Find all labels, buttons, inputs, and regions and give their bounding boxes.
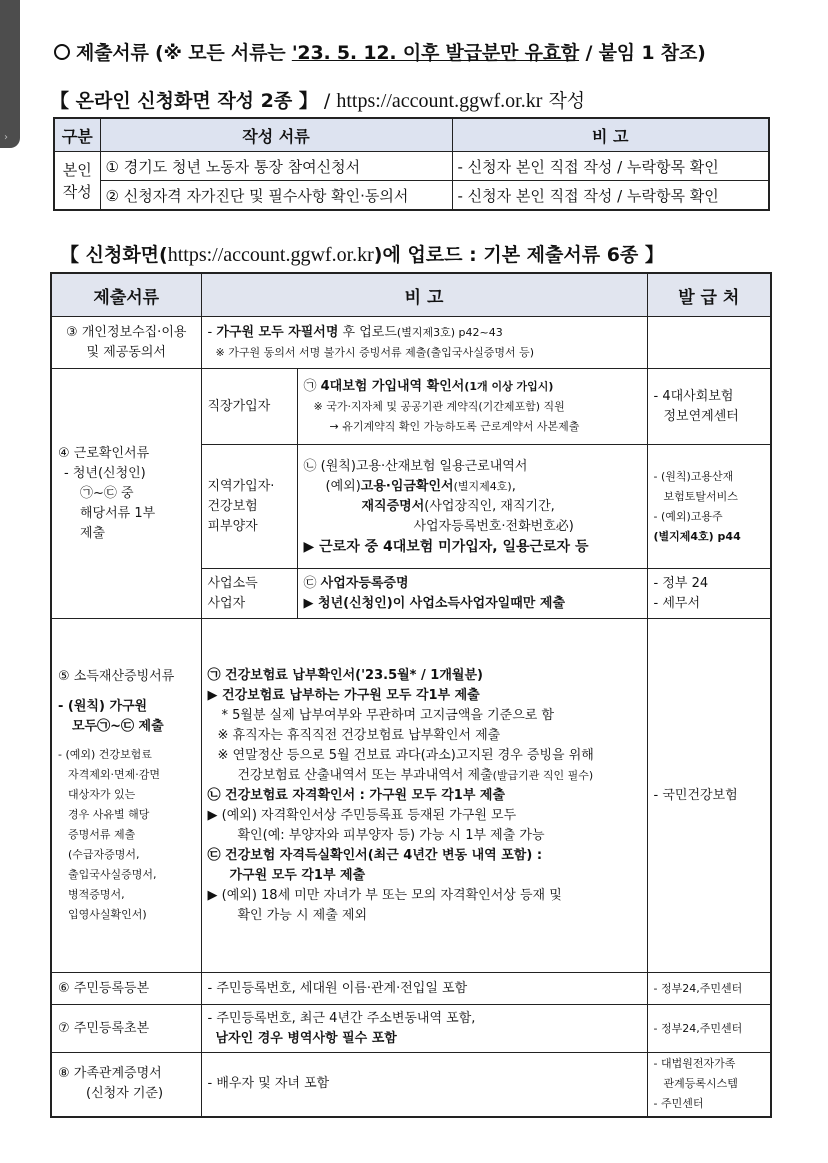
family-relation-issuer: - 대법원전자가족 관계등록시스템 - 주민센터 bbox=[647, 1053, 771, 1117]
submission-docs-heading: 제출서류 (※ 모든 서류는 '23. 5. 12. 이후 발급분만 유효함 / 붙임 1 참조) bbox=[54, 38, 706, 65]
employee-insured-label: 직장가입자 bbox=[201, 369, 297, 445]
employee-insured-note: ㉠ 4대보험 가입내역 확인서(1개 이상 가입시) ※ 국가·지자체 및 공공기관 계약직(기간제포함) 직원 → 유기계약직 확인 가능하도록 근로계약서 사본제출 bbox=[297, 369, 647, 445]
table1-header-category: 구분 bbox=[54, 118, 100, 152]
family-relation-note: - 배우자 및 자녀 포함 bbox=[201, 1053, 647, 1117]
side-panel-tab[interactable] bbox=[0, 0, 20, 148]
table1-header-notes: 비 고 bbox=[452, 118, 769, 152]
table1-row-doc: ② 신청자격 자가진단 및 필수사항 확인·동의서 bbox=[100, 181, 452, 211]
account-url-link[interactable]: https://account.ggwf.or.kr bbox=[167, 244, 374, 266]
upload-docs-heading: 【 신청화면(https://account.ggwf.or.kr)에 업로드 : 기본 제출서류 6종 】 bbox=[60, 244, 664, 266]
account-url-link[interactable]: https://account.ggwf.or.kr bbox=[336, 90, 543, 112]
business-income-note: ㉢ 사업자등록증명 ▶ 청년(신청인)이 사업소득사업자일때만 제출 bbox=[297, 569, 647, 619]
table2-header-issuer: 발 급 처 bbox=[647, 273, 771, 317]
online-form-table bbox=[53, 117, 770, 211]
resident-abstract-note: - 주민등록번호, 최근 4년간 주소변동내역 포함, 남자인 경우 병역사항 필수 포함 bbox=[201, 1005, 647, 1053]
employee-insured-issuer: - 4대사회보험 정보연계센터 bbox=[647, 369, 771, 445]
doc-consent-form: ③ 개인정보수집·이용 및 제공동의서 bbox=[51, 317, 201, 369]
regional-insured-issuer: - (원칙)고용산재 보험토탈서비스 - (예외)고용주 (별지제4호) p44 bbox=[647, 445, 771, 569]
online-form-heading: 【 온라인 신청화면 작성 2종 】 / https://account.ggwf.or.kr 작성 bbox=[50, 90, 586, 112]
consent-issuer bbox=[647, 317, 771, 369]
upload-docs-table bbox=[50, 272, 772, 1118]
table1-row-note: - 신청자 본인 직접 작성 / 누락항목 확인 bbox=[452, 152, 769, 181]
chevron-icon: › bbox=[4, 132, 8, 143]
resident-register-note: - 주민등록번호, 세대원 이름·관계·전입일 포함 bbox=[201, 973, 647, 1005]
table1-row-note: - 신청자 본인 직접 작성 / 누락항목 확인 bbox=[452, 181, 769, 211]
table2-header-notes: 비 고 bbox=[201, 273, 647, 317]
table2-header-docs: 제출서류 bbox=[51, 273, 201, 317]
doc-income-asset-proof: ⑤ 소득재산증빙서류 - (원칙) 가구원 모두㉠~㉢ 제출 - (예외) 건강보험료 자격제외·면제·감면 대상자가 있는 경우 사유별 해당 증명서류 제출 (수급자증명서, 출입국사실증명서, 병적증명서, 입영사실확인서) bbox=[51, 619, 201, 973]
doc-resident-register: ⑥ 주민등록등본 bbox=[51, 973, 201, 1005]
table1-group-label: 본인 작성 bbox=[54, 152, 100, 211]
business-income-label: 사업소득 사업자 bbox=[201, 569, 297, 619]
regional-insured-label: 지역가입자· 건강보험 피부양자 bbox=[201, 445, 297, 569]
doc-resident-abstract: ⑦ 주민등록초본 bbox=[51, 1005, 201, 1053]
table1-header-docs: 작성 서류 bbox=[100, 118, 452, 152]
regional-insured-note: ㉡ (원칙)고용·산재보험 일용근로내역서 (예외)고용·임금확인서(별지제4호), 재직증명서(사업장직인, 재직기간, 사업자등록번호·전화번호必) ▶ 근로자 중 4대보험 미가입자, 일용근로자 등 bbox=[297, 445, 647, 569]
consent-note: - 가구원 모두 자필서명 후 업로드(별지제3호) p42~43 ※ 가구원 동의서 서명 불가시 증빙서류 제출(출입국사실증명서 등) bbox=[201, 317, 647, 369]
doc-family-relation: ⑧ 가족관계증명서 (신청자 기준) bbox=[51, 1053, 201, 1117]
income-proof-note: ㉠ 건강보험료 납부확인서('23.5월* / 1개월분) ▶ 건강보험료 납부하는 가구원 모두 각1부 제출 * 5월분 실제 납부여부와 무관하며 고지금액을 기준으로 함 ※ 휴직자는 휴직직전 건강보험료 납부확인서 제출 ※ 연말정산 등으로 5월 건보료 과다(과소)고지된 경우 증빙을 위해 건강보험료 산출내역서 또는 부과내역서 제출(발급기관 직인 필수) ㉡ 건강보험료 자격확인서 : 가구원 모두 각1부 제출 ▶ (예외) 자격확인서상 주민등록표 등재된 가구원 모두 확인(예: 부양자와 피부양자 등) 가능 시 1부 제출 가능 ㉢ 건강보험 자격득실확인서(최근 4년간 변동 내역 포함) : 가구원 모두 각1부 제출 ▶ (예외) 18세 미만 자녀가 부 또는 모의 자격확인서상 등재 및 확인 가능 시 제출 제외 bbox=[201, 619, 647, 973]
resident-abstract-issuer: - 정부24,주민센터 bbox=[647, 1005, 771, 1053]
resident-register-issuer: - 정부24,주민센터 bbox=[647, 973, 771, 1005]
business-income-issuer: - 정부 24 - 세무서 bbox=[647, 569, 771, 619]
circle-bullet-icon bbox=[54, 44, 70, 60]
table1-row-doc: ① 경기도 청년 노동자 통장 참여신청서 bbox=[100, 152, 452, 181]
doc-employment-proof: ④ 근로확인서류 - 청년(신청인) ㉠~㉢ 중 해당서류 1부 제출 bbox=[51, 369, 201, 619]
income-proof-issuer: - 국민건강보험 bbox=[647, 619, 771, 973]
